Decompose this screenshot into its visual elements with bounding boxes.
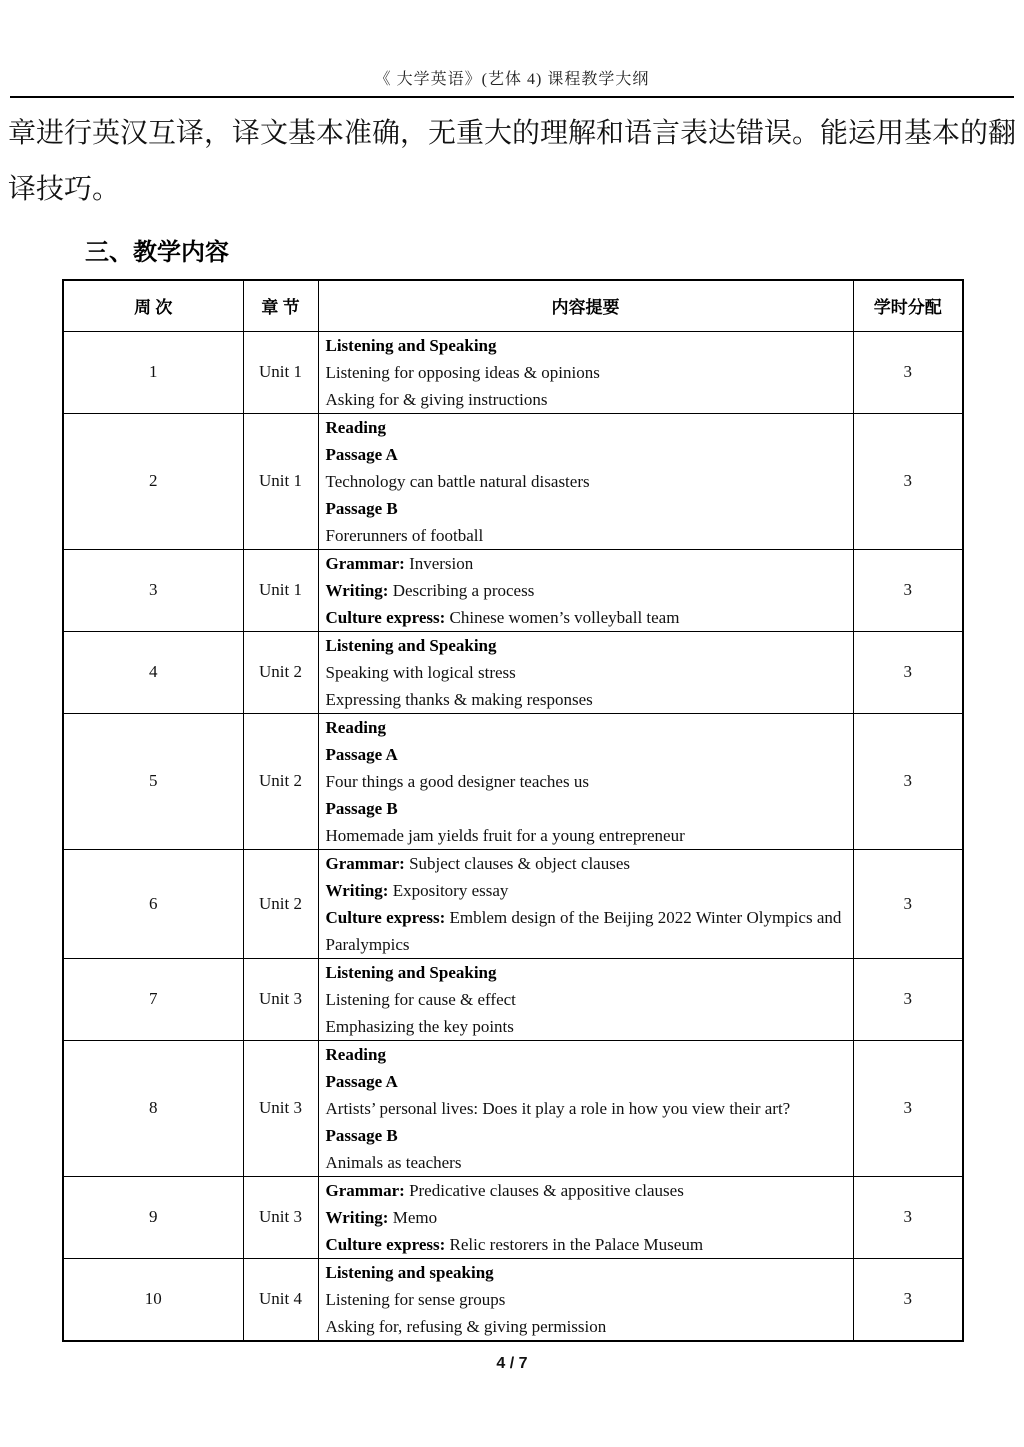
table-header	[63, 280, 963, 331]
week-cell: 1	[63, 331, 243, 413]
table-row	[63, 331, 963, 413]
content-line: Passage B	[325, 1125, 398, 1145]
content-line: Passage B	[325, 798, 398, 818]
content-line: Listening and Speaking	[325, 635, 497, 655]
content-cell	[318, 713, 853, 849]
content-line: Listening for cause & effect	[325, 989, 516, 1009]
content-line: Writing: Describing a process	[325, 580, 535, 600]
column-header-content: 内容提要	[318, 280, 853, 331]
content-line: Passage B	[325, 498, 398, 518]
week-cell: 9	[63, 1176, 243, 1258]
content-cell	[318, 1258, 853, 1341]
content-line: Asking for & giving instructions	[325, 389, 548, 409]
content-line: Reading	[325, 1044, 386, 1064]
table-row	[63, 713, 963, 849]
unit-cell: Unit 1	[243, 331, 318, 413]
table-row	[63, 631, 963, 713]
content-line: Technology can battle natural disasters	[325, 471, 590, 491]
content-line: Speaking with logical stress	[325, 662, 516, 682]
hours-cell: 3	[853, 549, 963, 631]
content-line: Grammar: Subject clauses & object clauses	[325, 853, 630, 873]
table-body	[63, 331, 963, 1341]
table-row	[63, 958, 963, 1040]
table-row	[63, 549, 963, 631]
hours-cell: 3	[853, 331, 963, 413]
week-cell: 2	[63, 413, 243, 549]
document-header	[0, 0, 1024, 89]
content-line: Four things a good designer teaches us	[325, 771, 589, 791]
week-cell: 4	[63, 631, 243, 713]
content-line: Listening for sense groups	[325, 1289, 506, 1309]
table-row	[63, 1176, 963, 1258]
content-line: Culture express: Emblem design of the Beijing 2022 Winter Olympics and Paralympics	[325, 907, 842, 954]
content-line: Culture express: Relic restorers in the Palace Museum	[325, 1234, 704, 1254]
page-number: 4 / 7	[496, 1354, 528, 1372]
unit-cell: Unit 1	[243, 413, 318, 549]
hours-cell: 3	[853, 631, 963, 713]
content-line: Grammar: Predicative clauses & appositive clauses	[325, 1180, 684, 1200]
hours-cell: 3	[853, 958, 963, 1040]
content-line: Culture express: Chinese women’s volleyball team	[325, 607, 680, 627]
unit-cell: Unit 4	[243, 1258, 318, 1341]
content-line: Asking for, refusing & giving permission	[325, 1316, 607, 1336]
content-line: Expressing thanks & making responses	[325, 689, 593, 709]
unit-cell: Unit 3	[243, 1040, 318, 1176]
syllabus-table	[62, 279, 964, 1342]
table-row	[63, 1040, 963, 1176]
content-line: Artists’ personal lives: Does it play a role in how you view their art?	[325, 1098, 791, 1118]
hours-cell: 3	[853, 713, 963, 849]
content-cell	[318, 1176, 853, 1258]
content-line: Writing: Expository essay	[325, 880, 509, 900]
content-line: Forerunners of football	[325, 525, 484, 545]
content-cell	[318, 1040, 853, 1176]
body-paragraph	[8, 106, 1016, 218]
hours-cell: 3	[853, 1040, 963, 1176]
content-line: Listening and speaking	[325, 1262, 494, 1282]
content-cell	[318, 549, 853, 631]
hours-cell: 3	[853, 1258, 963, 1341]
content-cell	[318, 331, 853, 413]
paragraph-line: 章进行英汉互译，译文基本准确，无重大的理解和语言表达错误。能运用基本的翻	[8, 118, 1017, 149]
table-row	[63, 849, 963, 958]
table-header-row	[63, 280, 963, 331]
column-header-unit: 章 节	[243, 280, 318, 331]
content-line: Passage A	[325, 1071, 398, 1091]
hours-cell: 3	[853, 413, 963, 549]
column-header-week: 周 次	[63, 280, 243, 331]
section-heading: 三、教学内容	[85, 239, 229, 266]
content-cell	[318, 849, 853, 958]
document-title: 《 大学英语》(艺体 4) 课程教学大纲	[374, 71, 650, 88]
unit-cell: Unit 3	[243, 958, 318, 1040]
content-line: Listening and Speaking	[325, 962, 497, 982]
unit-cell: Unit 2	[243, 631, 318, 713]
week-cell: 5	[63, 713, 243, 849]
content-cell	[318, 413, 853, 549]
content-line: Writing: Memo	[325, 1207, 438, 1227]
hours-cell: 3	[853, 849, 963, 958]
content-line: Emphasizing the key points	[325, 1016, 514, 1036]
unit-cell: Unit 2	[243, 713, 318, 849]
table-row	[63, 413, 963, 549]
content-line: Passage A	[325, 444, 398, 464]
table-row	[63, 1258, 963, 1341]
week-cell: 8	[63, 1040, 243, 1176]
unit-cell: Unit 1	[243, 549, 318, 631]
hours-cell: 3	[853, 1176, 963, 1258]
content-line: Listening and Speaking	[325, 335, 497, 355]
content-cell	[318, 958, 853, 1040]
content-line: Reading	[325, 717, 386, 737]
week-cell: 10	[63, 1258, 243, 1341]
unit-cell: Unit 2	[243, 849, 318, 958]
content-line: Passage A	[325, 744, 398, 764]
paragraph-line: 译技巧。	[8, 174, 121, 205]
content-line: Reading	[325, 417, 386, 437]
unit-cell: Unit 3	[243, 1176, 318, 1258]
week-cell: 7	[63, 958, 243, 1040]
header-divider	[10, 96, 1014, 98]
column-header-hours: 学时分配	[853, 280, 963, 331]
week-cell: 6	[63, 849, 243, 958]
content-line: Animals as teachers	[325, 1152, 462, 1172]
content-line: Listening for opposing ideas & opinions	[325, 362, 600, 382]
content-line: Homemade jam yields fruit for a young entrepreneur	[325, 825, 685, 845]
content-cell	[318, 631, 853, 713]
week-cell: 3	[63, 549, 243, 631]
content-line: Grammar: Inversion	[325, 553, 474, 573]
